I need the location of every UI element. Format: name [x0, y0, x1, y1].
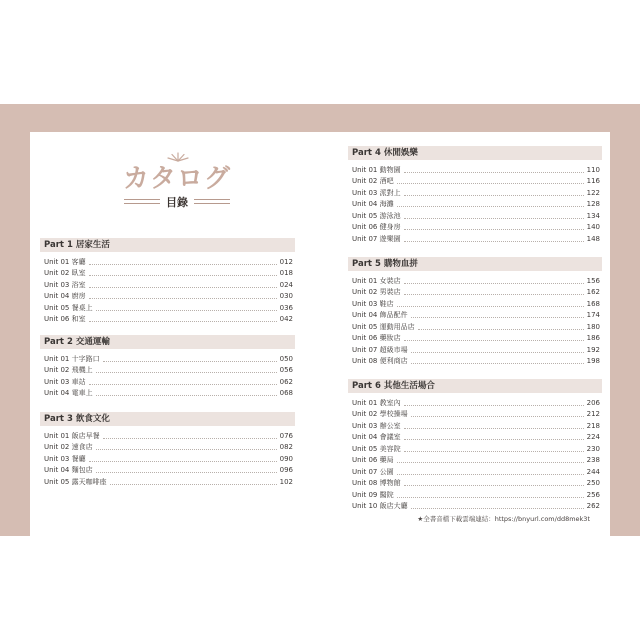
unit-label: Unit 04 電車上 [44, 389, 93, 397]
toc-entry [348, 164, 602, 176]
toc-entry [40, 279, 295, 291]
unit-label: Unit 06 健身房 [352, 223, 401, 231]
toc-entry [40, 476, 295, 488]
unit-list [40, 256, 295, 325]
dot-leader [404, 405, 584, 406]
dot-leader [89, 461, 277, 462]
unit-label: Unit 04 廚房 [44, 292, 86, 300]
toc-entry [348, 501, 602, 513]
toc-entry [40, 353, 295, 365]
toc-entry [348, 187, 602, 199]
toc-entry [348, 333, 602, 345]
unit-list [348, 164, 602, 245]
page-number: 140 [586, 223, 600, 231]
page-number: 012 [279, 257, 293, 266]
page-number: 262 [586, 502, 600, 510]
page-number: 174 [586, 311, 600, 319]
unit-label: Unit 02 臥室 [44, 269, 86, 277]
dot-leader [397, 306, 584, 307]
catalog-page [30, 132, 610, 536]
toc-entry [40, 388, 295, 400]
dot-leader [96, 310, 277, 311]
dot-leader [397, 497, 584, 498]
page-number: 036 [279, 303, 293, 312]
page-number: 212 [586, 410, 600, 418]
unit-label: Unit 06 藥妝店 [352, 334, 401, 342]
page-number: 180 [586, 322, 600, 331]
dot-leader [96, 395, 277, 396]
logo-subtitle: 目錄 [166, 196, 188, 209]
toc-entry [40, 256, 295, 268]
part-section [348, 146, 602, 245]
unit-label: Unit 07 遊樂園 [352, 234, 401, 243]
dot-leader [96, 472, 277, 473]
page-number: 224 [586, 433, 600, 441]
dot-leader [89, 264, 277, 265]
dot-leader [96, 372, 277, 373]
unit-label: Unit 07 公園 [352, 467, 394, 476]
unit-label: Unit 01 教室內 [352, 398, 401, 407]
toc-entry [348, 489, 602, 501]
logo-rule [194, 203, 230, 204]
toc-entry [40, 442, 295, 454]
page-number: 134 [586, 211, 600, 220]
unit-label: Unit 01 飯店早餐 [44, 431, 100, 440]
toc-entry [40, 453, 295, 465]
unit-label: Unit 02 酒吧 [352, 177, 394, 185]
toc-entry [40, 314, 295, 326]
toc-entry [40, 291, 295, 303]
toc-entry [348, 344, 602, 356]
unit-label: Unit 05 運動用品店 [352, 322, 415, 331]
page-number: 250 [586, 479, 600, 487]
page-number: 050 [279, 354, 293, 363]
dot-leader [411, 352, 584, 353]
download-link-note[interactable]: ★全書音檔下載雲端連結：https://bnyurl.com/dd8mek3t [417, 515, 590, 523]
page-number: 128 [586, 200, 600, 208]
unit-label: Unit 01 十字路口 [44, 354, 100, 363]
unit-label: Unit 03 派對上 [352, 188, 401, 197]
unit-label: Unit 04 麵包店 [44, 466, 93, 474]
unit-list [40, 353, 295, 399]
page-number: 116 [586, 177, 600, 185]
catalog-logo [122, 152, 232, 212]
unit-label: Unit 08 博物館 [352, 479, 401, 487]
unit-label: Unit 05 露天咖啡座 [44, 477, 107, 486]
toc-entry [348, 222, 602, 234]
unit-label: Unit 07 超級市場 [352, 345, 408, 354]
page-number: 024 [279, 280, 293, 289]
dot-leader [411, 363, 584, 364]
toc-entry [40, 268, 295, 280]
dot-leader [404, 439, 584, 440]
page-number: 082 [279, 443, 293, 451]
part-section [40, 412, 295, 488]
unit-label: Unit 01 女裝店 [352, 276, 401, 285]
unit-label: Unit 06 藥局 [352, 456, 394, 464]
dot-leader [404, 195, 584, 196]
dot-leader [411, 317, 584, 318]
dot-leader [103, 361, 277, 362]
toc-entry [348, 356, 602, 368]
unit-label: Unit 10 飯店大廳 [352, 502, 408, 510]
unit-label: Unit 08 便利商店 [352, 357, 408, 365]
logo-rule [124, 199, 160, 200]
toc-entry [348, 321, 602, 333]
dot-leader [110, 484, 277, 485]
page-number: 042 [279, 315, 293, 323]
part-header: Part 5 購物血拼 [348, 257, 602, 271]
unit-label: Unit 03 辦公室 [352, 421, 401, 430]
dot-leader [404, 241, 584, 242]
toc-entry [348, 176, 602, 188]
unit-label: Unit 05 餐桌上 [44, 303, 93, 312]
toc-entry [348, 233, 602, 245]
toc-entry [348, 466, 602, 478]
logo-title: カタログ [122, 164, 231, 194]
unit-label: Unit 05 美容院 [352, 444, 401, 453]
unit-label: Unit 03 車站 [44, 377, 86, 386]
toc-entry [40, 302, 295, 314]
page-number: 076 [279, 431, 293, 440]
page-number: 206 [586, 398, 600, 407]
dot-leader [89, 287, 277, 288]
page-number: 110 [586, 165, 600, 174]
page-number: 192 [586, 345, 600, 354]
unit-label: Unit 05 游泳池 [352, 211, 401, 220]
toc-entry [40, 365, 295, 377]
dot-leader [404, 294, 584, 295]
part-header: Part 3 飲食文化 [40, 412, 295, 426]
toc-entry [348, 199, 602, 211]
dot-leader [89, 321, 277, 322]
logo-subtitle-row [122, 196, 232, 210]
unit-label: Unit 03 浴室 [44, 280, 86, 289]
dot-leader [404, 218, 584, 219]
dot-leader [404, 229, 584, 230]
unit-label: Unit 02 飛機上 [44, 366, 93, 374]
logo-rule [194, 199, 230, 200]
unit-label: Unit 09 醫院 [352, 490, 394, 499]
dot-leader [411, 508, 584, 509]
unit-label: Unit 03 餐廳 [44, 454, 86, 463]
page-number: 030 [279, 292, 293, 300]
unit-label: Unit 04 海灘 [352, 200, 394, 208]
page-number: 198 [586, 357, 600, 365]
part-header: Part 6 其他生活場合 [348, 379, 602, 393]
unit-label: Unit 02 學校操場 [352, 410, 408, 418]
dot-leader [89, 384, 277, 385]
toc-entry [40, 465, 295, 477]
dot-leader [397, 183, 584, 184]
page-number: 230 [586, 444, 600, 453]
page-number: 056 [279, 366, 293, 374]
part-section [40, 238, 295, 325]
toc-entry [348, 443, 602, 455]
page-number: 256 [586, 490, 600, 499]
dot-leader [103, 438, 277, 439]
toc-entry [348, 210, 602, 222]
page-number: 096 [279, 466, 293, 474]
page-number: 122 [586, 188, 600, 197]
unit-label: Unit 01 客廳 [44, 257, 86, 266]
page-number: 062 [279, 377, 293, 386]
toc-entry [40, 376, 295, 388]
logo-rule [124, 203, 160, 204]
toc-entry [348, 432, 602, 444]
dot-leader [404, 451, 584, 452]
unit-label: Unit 02 男裝店 [352, 288, 401, 296]
dot-leader [404, 283, 584, 284]
unit-list [348, 275, 602, 367]
page-number: 168 [586, 299, 600, 308]
toc-entry [348, 478, 602, 490]
page-number: 102 [279, 477, 293, 486]
part-section [348, 257, 602, 367]
page-number: 244 [586, 467, 600, 476]
page-number: 156 [586, 276, 600, 285]
page-number: 186 [586, 334, 600, 342]
toc-entry [40, 430, 295, 442]
toc-entry [348, 310, 602, 322]
unit-label: Unit 04 飾品配件 [352, 311, 408, 319]
dot-leader [96, 449, 277, 450]
unit-label: Unit 04 會議室 [352, 433, 401, 441]
page-number: 090 [279, 454, 293, 463]
dot-leader [404, 340, 584, 341]
part-section [348, 379, 602, 512]
dot-leader [404, 428, 584, 429]
page-number: 148 [586, 234, 600, 243]
dot-leader [89, 275, 277, 276]
dot-leader [404, 485, 584, 486]
part-section [40, 335, 295, 399]
toc-entry [348, 455, 602, 467]
dot-leader [418, 329, 584, 330]
unit-label: Unit 01 動物園 [352, 165, 401, 174]
sun-rays-icon [166, 152, 190, 162]
unit-label: Unit 06 和室 [44, 315, 86, 323]
page-number: 162 [586, 288, 600, 296]
part-header: Part 4 休閒娛樂 [348, 146, 602, 160]
dot-leader [89, 298, 277, 299]
toc-entry [348, 397, 602, 409]
unit-list [348, 397, 602, 512]
dot-leader [411, 416, 584, 417]
toc-entry [348, 298, 602, 310]
dot-leader [397, 462, 584, 463]
unit-label: Unit 03 鞋店 [352, 299, 394, 308]
toc-entry [348, 275, 602, 287]
dot-leader [397, 474, 584, 475]
part-header: Part 2 交通運輸 [40, 335, 295, 349]
page-number: 238 [586, 456, 600, 464]
page-number: 018 [279, 269, 293, 277]
toc-entry [348, 420, 602, 432]
part-header: Part 1 居家生活 [40, 238, 295, 252]
unit-label: Unit 02 速食店 [44, 443, 93, 451]
toc-entry [348, 409, 602, 421]
page-number: 218 [586, 421, 600, 430]
unit-list [40, 430, 295, 488]
dot-leader [404, 172, 584, 173]
page-number: 068 [279, 389, 293, 397]
toc-entry [348, 287, 602, 299]
dot-leader [397, 206, 584, 207]
